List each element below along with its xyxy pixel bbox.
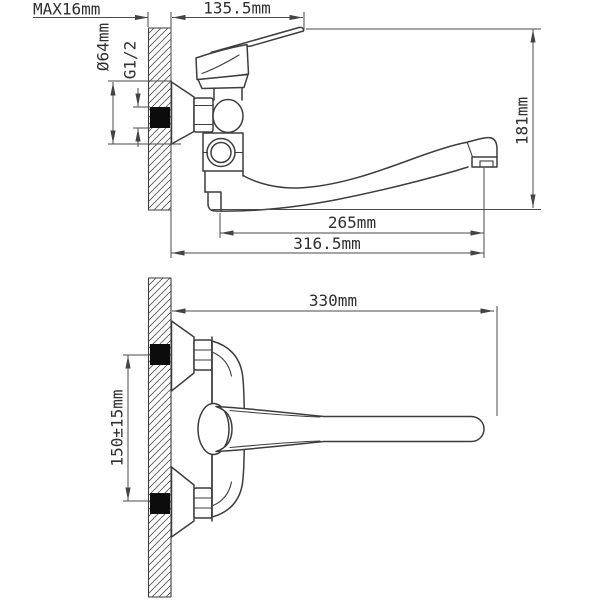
inlet-connection-plan-bottom	[150, 493, 170, 514]
dim-thread-size-label: G1/2	[120, 40, 140, 80]
dim-overall-length-label: 330mm	[308, 291, 358, 310]
inlet-connection-plan-top	[150, 344, 170, 365]
handle-base-side	[196, 45, 249, 80]
dim-inlet-spacing-label: 150±15mm	[107, 389, 127, 467]
dim-height-label: 181mm	[512, 96, 532, 146]
dim-handle-reach	[172, 0, 304, 30]
wall-section-side	[148, 12, 171, 258]
escutcheon-plan-bottom	[172, 467, 195, 537]
dim-overall-reach	[171, 234, 484, 253]
dim-wall-max-label: MAX16mm	[33, 0, 101, 19]
dim-inlet-spacing	[108, 355, 151, 501]
side-view	[33, 0, 541, 258]
handle-lever-plan	[216, 407, 484, 452]
spout-side	[216, 138, 497, 212]
handle-side	[196, 27, 304, 88]
wall-section-plan	[149, 278, 172, 597]
faucet-side	[172, 27, 498, 211]
dim-spout-reach-label: 265mm	[327, 213, 377, 232]
dim-overall-reach-label: 316.5mm	[293, 234, 361, 253]
dim-flange-diameter-label: Ø64mm	[93, 22, 113, 72]
wall-nut-plan-top	[194, 340, 212, 370]
escutcheon-plan-top	[172, 321, 195, 391]
dim-wall-max	[33, 0, 148, 19]
wall-nut-plan-bottom	[194, 488, 212, 518]
dimensions-side	[33, 0, 541, 258]
plan-view	[108, 278, 498, 597]
inlet-connection-side	[150, 107, 170, 128]
dim-handle-reach-label: 135.5mm	[203, 0, 271, 18]
wall-nut-side	[194, 98, 213, 132]
escutcheon-side	[172, 82, 195, 144]
faucet-plan	[172, 321, 485, 537]
dim-thread-size	[121, 41, 151, 147]
dim-height	[212, 29, 541, 210]
